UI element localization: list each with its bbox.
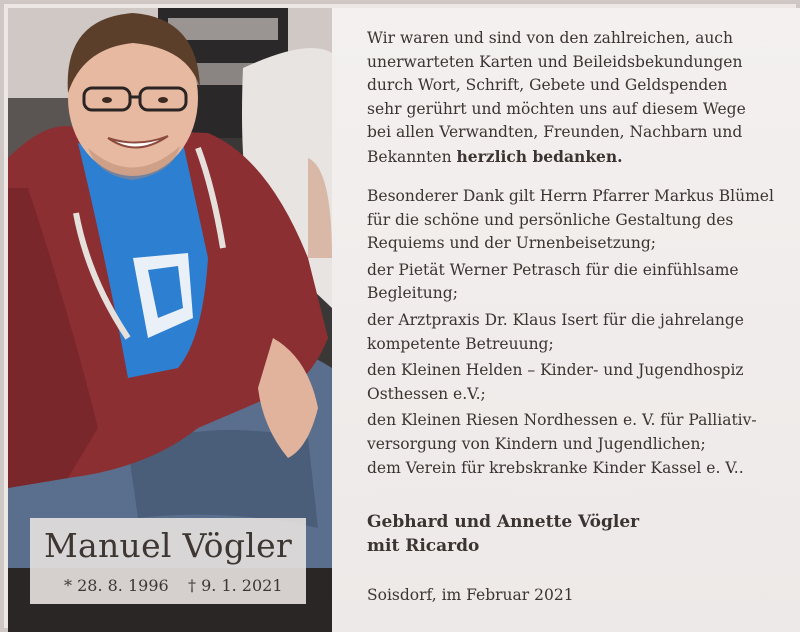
death-date: † 9. 1. 2021 bbox=[188, 576, 283, 595]
text-line: unerwarteten Karten und Beileidsbekundungen bbox=[367, 52, 743, 71]
signature-block bbox=[367, 510, 787, 558]
text-line: Begleitung; bbox=[367, 284, 458, 303]
text-line: versorgung von Kindern und Jugendlichen; bbox=[367, 434, 706, 453]
thanks-paragraph-details bbox=[367, 185, 787, 480]
signature-line: Gebhard und Annette Vögler bbox=[367, 512, 640, 532]
text-line: Besonderer Dank gilt Herrn Pfarrer Markus Blümel bbox=[367, 187, 774, 205]
text-line: kompetente Betreuung; bbox=[367, 334, 554, 353]
text-line: der Arztpraxis Dr. Klaus Isert für die jahrelange bbox=[367, 310, 744, 329]
text-line: Requiems und der Urnenbeisetzung; bbox=[367, 234, 656, 253]
text-line: durch Wort, Schrift, Gebete und Geldspenden bbox=[367, 76, 728, 95]
text-line: sehr gerührt und möchten uns auf diesem Wege bbox=[367, 99, 746, 118]
text-line: Osthessen e.V.; bbox=[367, 384, 486, 403]
signature-line: mit Ricardo bbox=[367, 536, 480, 556]
emphasis-text: herzlich bedanken. bbox=[456, 146, 623, 166]
text-line: dem Verein für krebskranke Kinder Kassel e. V.. bbox=[367, 458, 744, 477]
birth-date: * 28. 8. 1996 bbox=[64, 576, 169, 595]
thanks-paragraph-intro bbox=[367, 27, 787, 170]
memorial-photo bbox=[8, 8, 332, 632]
text-line: Wir waren und sind von den zahlreichen, auch bbox=[367, 29, 733, 47]
place-date: Soisdorf, im Februar 2021 bbox=[367, 586, 574, 604]
text-fragment: Bekannten bbox=[367, 147, 457, 166]
deceased-name: Manuel Vögler bbox=[43, 526, 293, 565]
text-line bbox=[367, 145, 787, 170]
text-line: den Kleinen Helden – Kinder- und Jugendhospiz bbox=[367, 361, 744, 380]
text-line: der Pietät Werner Petrasch für die einfühlsame bbox=[367, 260, 739, 279]
name-plate bbox=[30, 518, 306, 604]
thanks-text-panel bbox=[332, 8, 800, 632]
text-line: den Kleinen Riesen Nordhessen e. V. für Palliativ- bbox=[367, 411, 757, 430]
text-line: bei allen Verwandten, Freunden, Nachbarn und bbox=[367, 123, 743, 142]
text-line: für die schöne und persönliche Gestaltung des bbox=[367, 210, 734, 229]
